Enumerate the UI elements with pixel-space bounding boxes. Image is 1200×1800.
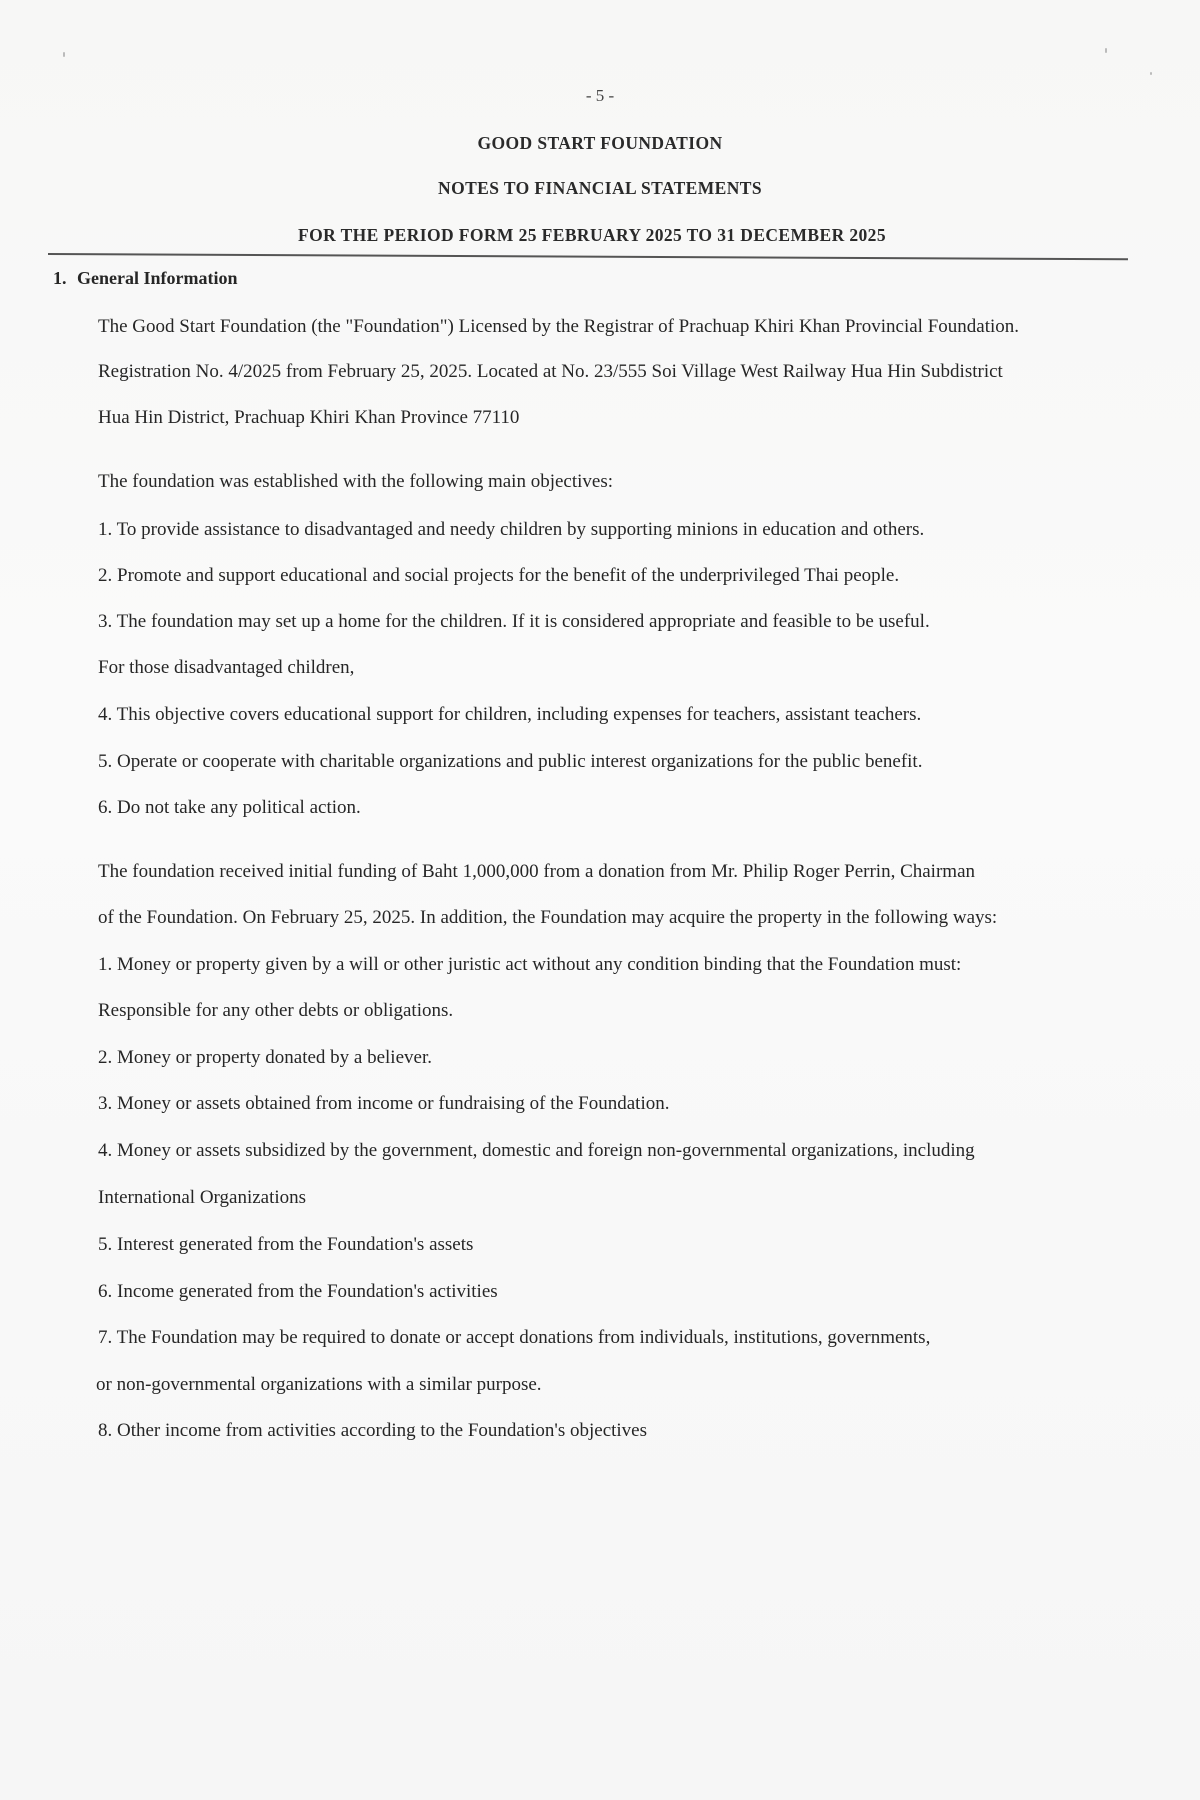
section-title: General Information bbox=[77, 268, 238, 288]
acquisition-item: 1. Money or property given by a will or other juristic act without any condition binding that the Foundation must: bbox=[98, 954, 962, 975]
intro-line: Registration No. 4/2025 from February 25, 2025. Located at No. 23/555 Soi Village West Railway Hua Hin Subdistrict bbox=[98, 361, 1003, 382]
acquisition-item-continued: International Organizations bbox=[98, 1187, 307, 1208]
acquisition-item: 6. Income generated from the Foundation's activities bbox=[98, 1281, 498, 1302]
objective-item-continued: For those disadvantaged children, bbox=[98, 657, 355, 678]
acquisition-item: 3. Money or assets obtained from income or fundraising of the Foundation. bbox=[98, 1093, 670, 1114]
scan-speck bbox=[1150, 72, 1152, 75]
page-number: - 5 - bbox=[585, 86, 615, 105]
header-divider bbox=[48, 253, 1128, 260]
scan-speck bbox=[63, 52, 65, 57]
objectives-intro: The foundation was established with the following main objectives: bbox=[98, 471, 614, 492]
intro-line: Hua Hin District, Prachuap Khiri Khan Province 77110 bbox=[98, 407, 520, 428]
intro-line: The Good Start Foundation (the "Foundation") Licensed by the Registrar of Prachuap Khiri Khan Provincial Foundation. bbox=[98, 316, 1020, 337]
objective-item: 5. Operate or cooperate with charitable organizations and public interest organizations for the public benefit. bbox=[98, 751, 923, 772]
funding-line: of the Foundation. On February 25, 2025. In addition, the Foundation may acquire the property in the following ways: bbox=[98, 907, 998, 928]
scan-speck bbox=[1105, 48, 1107, 53]
objective-item: 4. This objective covers educational support for children, including expenses for teachers, assistant teachers. bbox=[98, 704, 922, 725]
acquisition-item-continued: Responsible for any other debts or obligations. bbox=[98, 1000, 454, 1021]
acquisition-item: 2. Money or property donated by a believer. bbox=[98, 1047, 432, 1068]
section-heading bbox=[53, 266, 237, 290]
funding-line: The foundation received initial funding of Baht 1,000,000 from a donation from Mr. Philip Roger Perrin, Chairman bbox=[98, 861, 975, 882]
period-heading: FOR THE PERIOD FORM 25 FEBRUARY 2025 TO 31 DECEMBER 2025 bbox=[298, 225, 886, 245]
objective-item: 1. To provide assistance to disadvantaged and needy children by supporting minions in education and others. bbox=[98, 519, 925, 540]
objective-item: 3. The foundation may set up a home for the children. If it is considered appropriate and feasible to be useful. bbox=[98, 611, 930, 632]
organization-name: GOOD START FOUNDATION bbox=[477, 133, 723, 153]
acquisition-item: 7. The Foundation may be required to donate or accept donations from individuals, institutions, governments, bbox=[98, 1327, 931, 1348]
acquisition-item: 4. Money or assets subsidized by the government, domestic and foreign non-governmental organizations, including bbox=[98, 1140, 975, 1161]
acquisition-item: 8. Other income from activities according to the Foundation's objectives bbox=[98, 1420, 648, 1441]
document-title: NOTES TO FINANCIAL STATEMENTS bbox=[438, 178, 762, 198]
objective-item: 6. Do not take any political action. bbox=[98, 797, 361, 818]
acquisition-item: 5. Interest generated from the Foundation's assets bbox=[98, 1234, 474, 1255]
section-number: 1. bbox=[53, 268, 67, 288]
objective-item: 2. Promote and support educational and social projects for the benefit of the underprivileged Thai people. bbox=[98, 565, 900, 586]
acquisition-item-continued: or non-governmental organizations with a similar purpose. bbox=[96, 1374, 542, 1395]
